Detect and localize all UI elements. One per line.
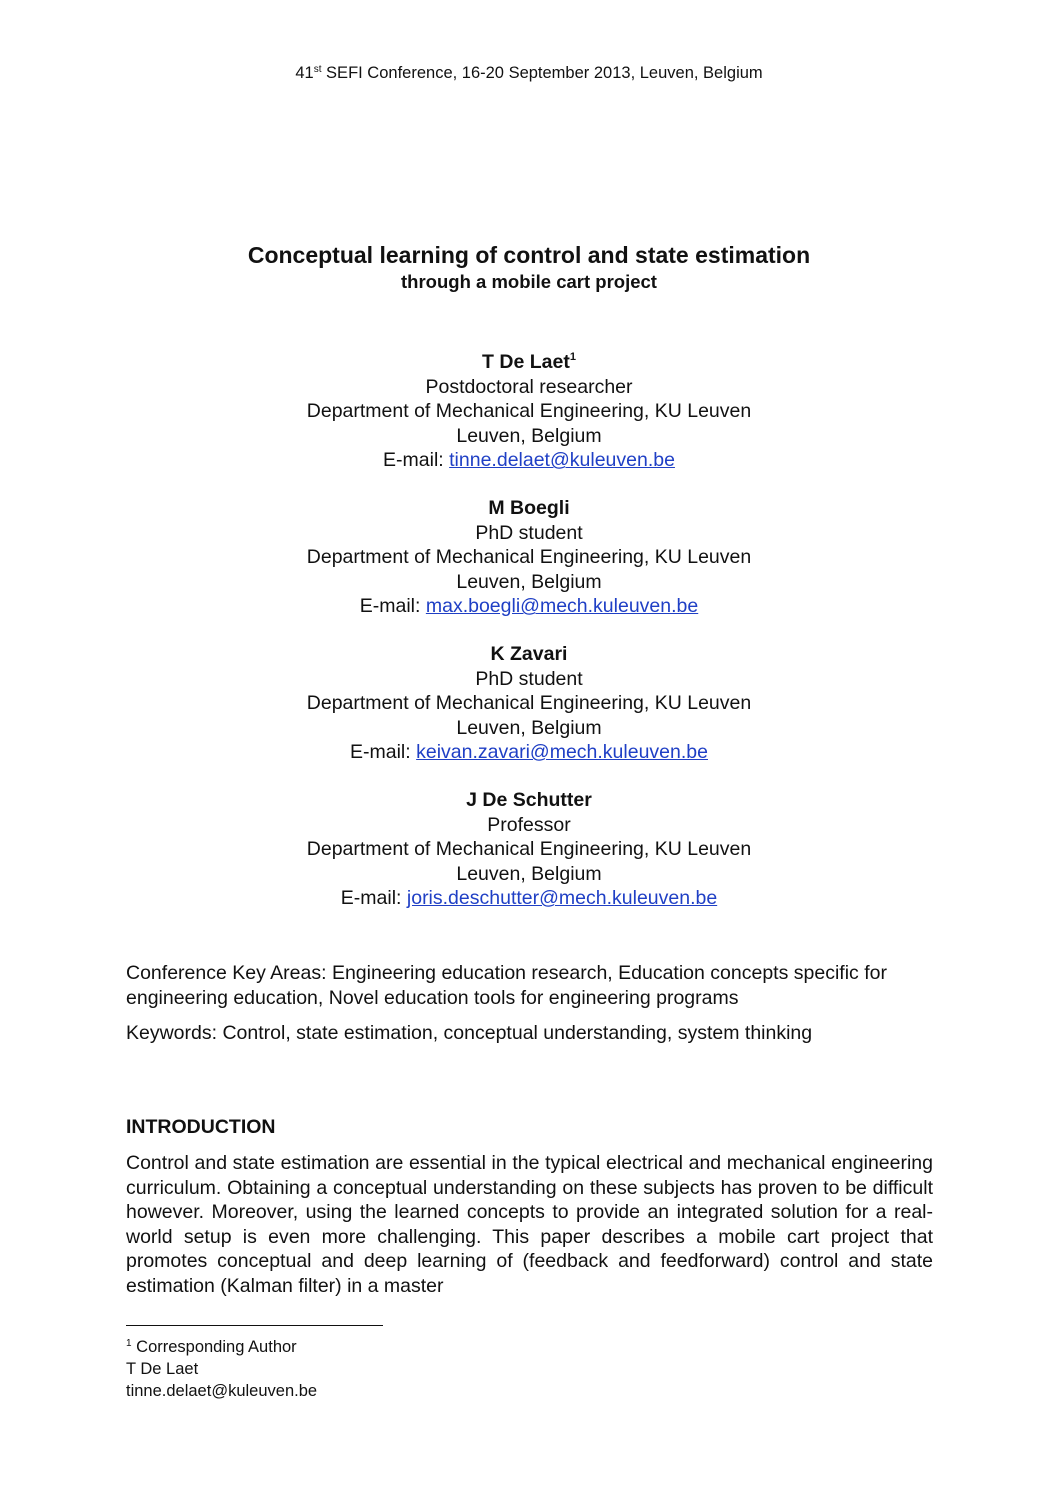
footnote-email: tinne.delaet@kuleuven.be xyxy=(126,1382,318,1400)
author-email-line xyxy=(0,886,1058,911)
author-department: Department of Mechanical Engineering, KU Leuven xyxy=(306,546,752,569)
author-email-link[interactable]: keivan.zavari@mech.kuleuven.be xyxy=(416,741,708,764)
author-name: J De Schutter xyxy=(466,788,592,811)
author-block xyxy=(0,642,1058,765)
author-location: Leuven, Belgium xyxy=(456,716,602,739)
author-block xyxy=(0,345,1058,473)
footnote xyxy=(126,1333,317,1402)
author-block xyxy=(0,788,1058,911)
author-role: PhD student xyxy=(475,521,583,544)
conference-number: 41 xyxy=(295,64,314,82)
keywords: Keywords: Control, state estimation, conceptual understanding, system thinking xyxy=(126,1022,813,1044)
author-name xyxy=(0,345,1058,375)
author-department: Department of Mechanical Engineering, KU Leuven xyxy=(306,400,752,423)
author-location: Leuven, Belgium xyxy=(456,862,602,885)
author-email-line xyxy=(0,594,1058,619)
conference-details: SEFI Conference, 16-20 September 2013, Leuven, Belgium xyxy=(321,64,763,82)
footnote-mark: 1 xyxy=(569,351,576,363)
introduction-paragraph: Control and state estimation are essential in the typical electrical and mechanical engineering curriculum. Obtaining a conceptual understanding on these subjects has proven to be difficult however. Moreover, using the learned concepts to provide an integrated solution for a real-world setup is even more challenging. This paper describes a mobile cart project that promotes conceptual and deep learning of (feedback and feedforward) control and state estimation (Kalman filter) in a master xyxy=(126,1152,933,1297)
author-block xyxy=(0,496,1058,619)
email-label: E-mail: xyxy=(383,449,450,472)
author-department: Department of Mechanical Engineering, KU Leuven xyxy=(306,838,752,861)
email-label: E-mail: xyxy=(359,595,426,618)
email-label: E-mail: xyxy=(350,741,417,764)
footnote-author-name: T De Laet xyxy=(126,1360,199,1378)
author-email-link[interactable]: joris.deschutter@mech.kuleuven.be xyxy=(406,887,718,910)
author-email-line xyxy=(0,740,1058,765)
author-email-line xyxy=(0,448,1058,473)
author-role: Professor xyxy=(487,813,571,836)
author-location: Leuven, Belgium xyxy=(456,570,602,593)
author-name-text: T De Laet xyxy=(482,351,570,373)
paper-subtitle: through a mobile cart project xyxy=(401,271,657,292)
paper-title: Conceptual learning of control and state estimation xyxy=(247,242,811,268)
footnote-number: 1 xyxy=(126,1338,132,1349)
email-label: E-mail: xyxy=(340,887,407,910)
title-block xyxy=(0,240,1058,294)
author-name: K Zavari xyxy=(490,642,568,665)
running-header xyxy=(0,64,1058,83)
author-email-link[interactable]: tinne.delaet@kuleuven.be xyxy=(449,449,675,472)
author-location: Leuven, Belgium xyxy=(456,424,602,447)
author-role: Postdoctoral researcher xyxy=(425,375,633,398)
author-role: PhD student xyxy=(475,667,583,690)
footnote-divider xyxy=(126,1325,383,1326)
author-email-link[interactable]: max.boegli@mech.kuleuven.be xyxy=(425,595,699,618)
author-list xyxy=(0,345,1058,934)
author-name: M Boegli xyxy=(488,496,570,519)
conference-number-suffix: st xyxy=(313,64,322,75)
introduction-heading: INTRODUCTION xyxy=(126,1116,276,1138)
footnote-label: Corresponding Author xyxy=(131,1338,297,1356)
conference-key-areas: Conference Key Areas: Engineering education research, Education concepts specific for engineering education, Novel education tools for engineering programs xyxy=(126,962,887,1009)
footnote-line xyxy=(126,1333,317,1358)
author-department: Department of Mechanical Engineering, KU Leuven xyxy=(306,692,752,715)
